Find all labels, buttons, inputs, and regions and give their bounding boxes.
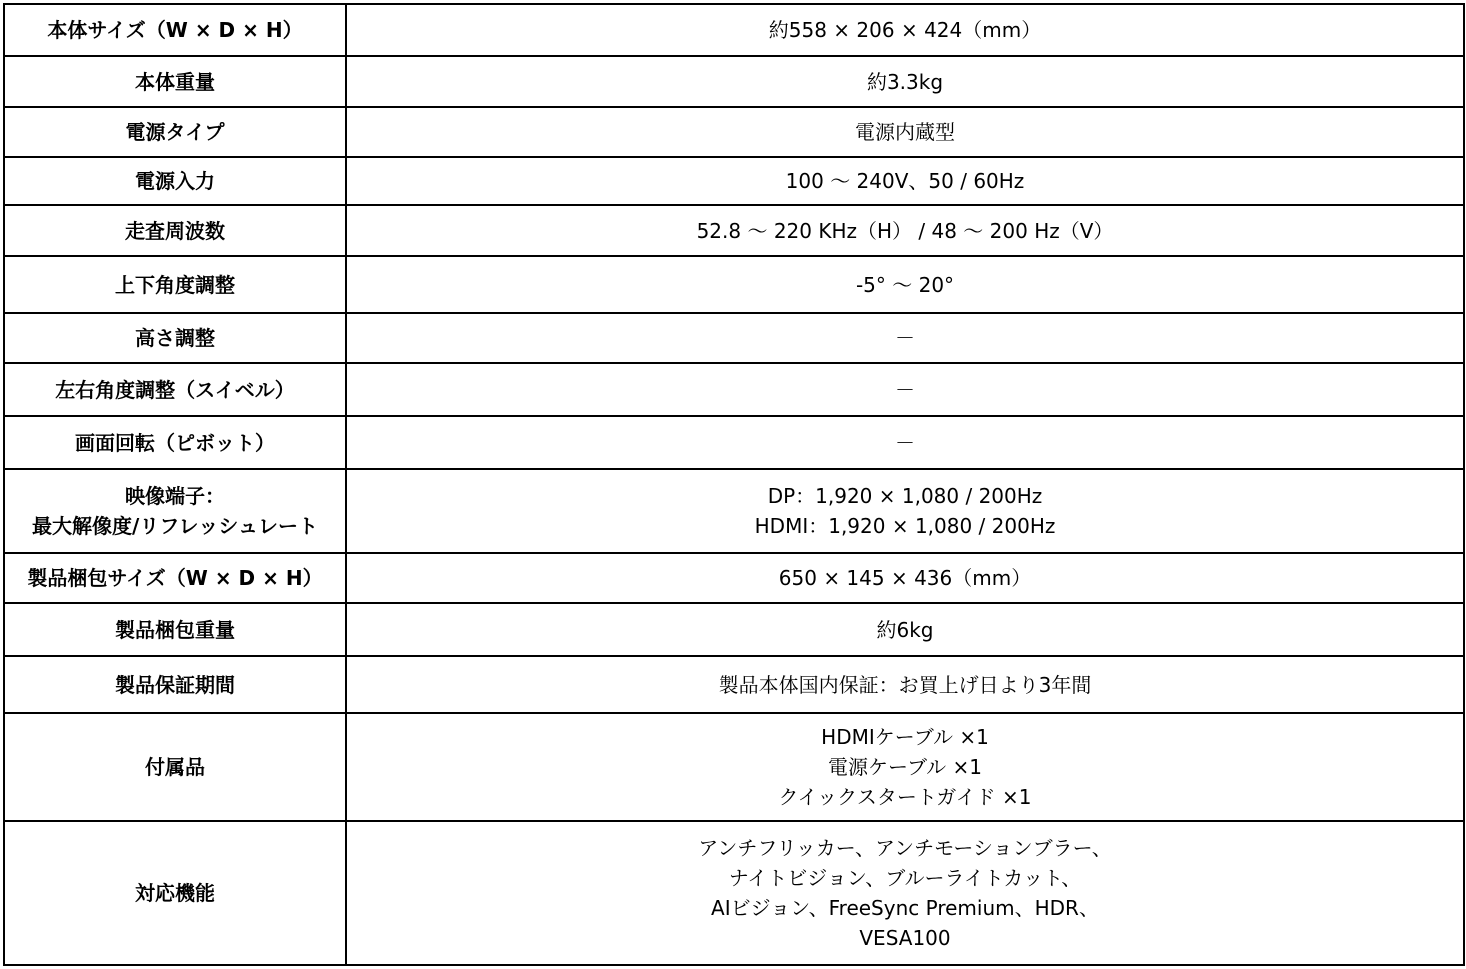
- spec-label-cell: [4, 107, 346, 157]
- spec-label-cell: [4, 713, 346, 821]
- spec-value-text: －: [895, 326, 915, 350]
- spec-label-cell: [4, 603, 346, 656]
- spec-label-text: 左右角度調整（スイベル）: [55, 377, 295, 402]
- spec-label-text: 電源タイプ: [125, 120, 225, 144]
- spec-label-text: 本体サイズ（W × D × H）: [47, 18, 303, 42]
- spec-label-cell: [4, 205, 346, 256]
- table-row: [4, 603, 1464, 656]
- spec-value-text: アンチフリッカー、アンチモーションブラー、: [698, 836, 1112, 860]
- spec-label-text: 製品梱包サイズ（W × D × H）: [27, 566, 323, 590]
- spec-value-text: ナイトビジョン、ブルーライトカット、: [728, 866, 1082, 890]
- spec-label-cell: [4, 553, 346, 603]
- spec-label-cell: [4, 469, 346, 553]
- spec-label-text: 上下角度調整: [115, 272, 235, 297]
- spec-table: [3, 3, 1465, 966]
- spec-value-text: VESA100: [859, 926, 951, 950]
- spec-value-cell: [346, 821, 1464, 965]
- spec-value-cell: [346, 469, 1464, 553]
- spec-label-cell: [4, 313, 346, 363]
- spec-label-cell: [4, 56, 346, 107]
- spec-label-cell: [4, 821, 346, 965]
- spec-label-text: 付属品: [145, 755, 205, 779]
- spec-value-text: AIビジョン、FreeSync Premium、HDR、: [711, 896, 1099, 920]
- table-row: [4, 313, 1464, 363]
- spec-value-text: 100 ～ 240V、50 / 60Hz: [785, 169, 1025, 193]
- spec-value-text: 約3.3kg: [866, 69, 944, 94]
- spec-value-cell: [346, 656, 1464, 713]
- spec-value-cell: [346, 56, 1464, 107]
- spec-value-text: 52.8 ～ 220 KHz（H） / 48 ～ 200 Hz（V）: [696, 218, 1114, 243]
- table-row: [4, 205, 1464, 256]
- spec-label-text: 最大解像度/リフレッシュレート: [32, 514, 318, 538]
- table-row: [4, 713, 1464, 821]
- spec-value-cell: [346, 713, 1464, 821]
- spec-value-text: －: [895, 430, 915, 455]
- spec-value-text: クイックスタートガイド ×1: [778, 785, 1032, 809]
- table-row: [4, 363, 1464, 416]
- table-row: [4, 553, 1464, 603]
- spec-value-cell: [346, 313, 1464, 363]
- spec-value-text: 650 × 145 × 436（mm）: [778, 566, 1032, 590]
- spec-label-text: 映像端子：: [125, 484, 225, 508]
- spec-value-cell: [346, 157, 1464, 205]
- spec-label-text: 本体重量: [135, 69, 215, 94]
- spec-label-text: 製品梱包重量: [115, 617, 235, 642]
- spec-label-text: 画面回転（ピボット）: [75, 430, 275, 455]
- spec-label-cell: [4, 656, 346, 713]
- spec-table-body: [4, 4, 1464, 965]
- table-row: [4, 416, 1464, 469]
- spec-value-text: 製品本体国内保証：お買上げ日より3年間: [718, 672, 1092, 697]
- spec-value-cell: [346, 603, 1464, 656]
- spec-value-text: HDMI：1,920 × 1,080 / 200Hz: [754, 514, 1056, 538]
- spec-value-text: －: [895, 377, 915, 402]
- spec-value-text: 電源ケーブル ×1: [827, 755, 983, 779]
- spec-value-cell: [346, 107, 1464, 157]
- spec-label-text: 電源入力: [135, 169, 215, 193]
- spec-value-text: 電源内蔵型: [855, 120, 955, 144]
- table-row: [4, 107, 1464, 157]
- spec-value-text: 約558 × 206 × 424（mm）: [768, 18, 1042, 42]
- table-row: [4, 157, 1464, 205]
- spec-value-cell: [346, 416, 1464, 469]
- table-row: [4, 656, 1464, 713]
- spec-label-text: 対応機能: [135, 881, 215, 905]
- spec-value-text: HDMIケーブル ×1: [821, 725, 989, 749]
- spec-label-cell: [4, 363, 346, 416]
- table-row: [4, 256, 1464, 313]
- spec-label-cell: [4, 4, 346, 56]
- spec-value-cell: [346, 4, 1464, 56]
- spec-value-cell: [346, 363, 1464, 416]
- spec-label-text: 製品保証期間: [115, 672, 235, 697]
- table-row: [4, 4, 1464, 56]
- spec-value-text: DP：1,920 × 1,080 / 200Hz: [767, 484, 1043, 508]
- spec-label-cell: [4, 256, 346, 313]
- spec-value-cell: [346, 553, 1464, 603]
- spec-label-text: 高さ調整: [135, 326, 215, 350]
- spec-value-text: 約6kg: [876, 617, 934, 642]
- table-row: [4, 469, 1464, 553]
- spec-value-text: -5° ～ 20°: [855, 272, 955, 297]
- spec-value-cell: [346, 256, 1464, 313]
- table-row: [4, 56, 1464, 107]
- spec-value-cell: [346, 205, 1464, 256]
- spec-label-cell: [4, 157, 346, 205]
- spec-label-cell: [4, 416, 346, 469]
- spec-label-text: 走査周波数: [125, 218, 225, 243]
- table-row: [4, 821, 1464, 965]
